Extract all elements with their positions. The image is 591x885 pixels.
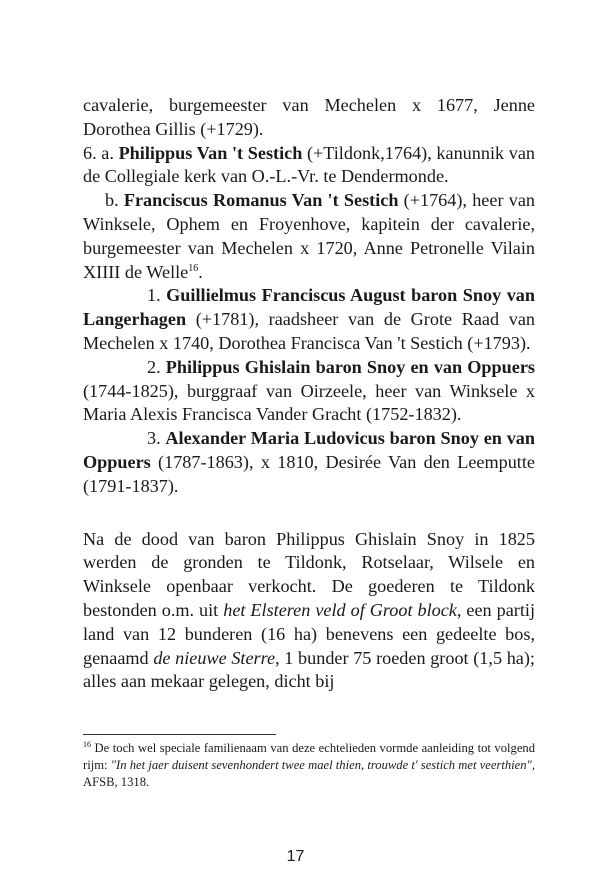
person-name: Alexander Maria Ludovicus baron Snoy en van Oppuers xyxy=(83,428,535,472)
footnote-marker: 16 xyxy=(83,740,91,749)
person-name: Philippus Ghislain baron Snoy en van Oppuers xyxy=(165,356,535,377)
person-name: Guillielmus Franciscus August baron Snoy van Langerhagen xyxy=(83,285,535,330)
paragraph-gap xyxy=(83,499,535,528)
footnote-reference[interactable]: 16 xyxy=(188,262,199,274)
footnote-divider xyxy=(83,734,276,735)
entry-1: 1. Guillielmus Franciscus August baron Snoy van Langerhagen (+1781), raadsheer van de Grote Raad van Mechelen x 1740, Dorothea Francisca Van 't Sestich (+1793). xyxy=(83,285,535,353)
page-number: 17 xyxy=(286,848,305,865)
paragraph-cavalerie: cavalerie, burgemeester van Mechelen x 1677, Jenne Dorothea Gillis (+1729). xyxy=(83,95,535,139)
page-body xyxy=(83,94,535,694)
place-name: de nieuwe Sterre xyxy=(153,647,276,668)
paragraph-sale: Na de dood van baron Philippus Ghislain Snoy in 1825 werden de gronden te Tildonk, Rotselaar, Wilsele en Winksele openbaar verkocht. De goederen te Tildonk bestonden o.m. uit het Elsteren veld of Groot block, een partij land van 12 bunderen (16 ha) benevens een gedeelte bos, genaamd de nieuwe Sterre, 1 bunder 75 roeden groot (1,5 ha); alles aan mekaar gelegen, dicht bij xyxy=(83,528,535,692)
person-name: Philippus Van 't Sestich xyxy=(118,142,303,163)
footnote: $^{16}$ De toch wel speciale familienaam van deze echtelieden vormde aanleiding tot volgend rijm: "In het jaer duisent sevenhondert twee mael thien, trouwde t' sestich met veerthien", AFSB, 1318. xyxy=(83,740,536,789)
entry-3: 3. Alexander Maria Ludovicus baron Snoy en van Oppuers (1787-1863), x 1810, Desirée Van den Leemputte (1791-1837). xyxy=(83,428,535,496)
place-name: het Elsteren veld of Groot block xyxy=(223,599,457,620)
entry-6a: 6. a. Philippus Van 't Sestich (+Tildonk,1764), kanunnik van de Collegiale kerk van O.-L.-Vr. te Dendermonde. xyxy=(83,142,535,187)
footnote-quote: "In het jaer duisent sevenhondert twee mael thien, trouwde t' sestich met veerthien" xyxy=(110,758,532,772)
entry-2: 2. Philippus Ghislain baron Snoy en van Oppuers (1744-1825), burggraaf van Oirzeele, heer van Winksele x Maria Alexis Francisca Vander Gracht (1752-1832). xyxy=(83,356,535,425)
entry-6b: b. Franciscus Romanus Van 't Sestich (+1764), heer van Winksele, Ophem en Froyenhove, kapitein der cavalerie, burgemeester van Mechelen x 1720, Anne Petronelle Vilain XIIII de Welle$^{16}$. xyxy=(83,190,535,282)
person-name: Franciscus Romanus Van 't Sestich xyxy=(123,190,399,211)
